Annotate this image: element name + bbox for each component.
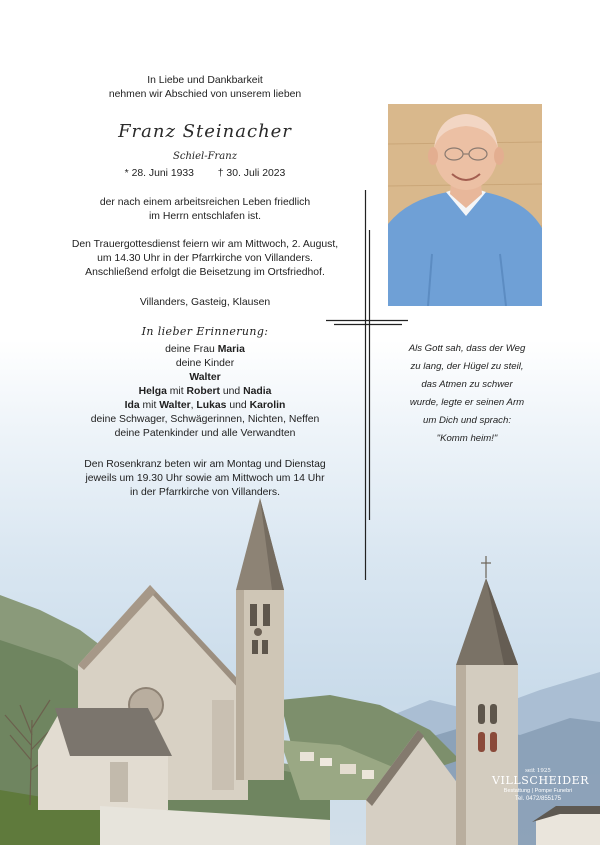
family-block xyxy=(60,343,350,441)
logo-brand: VILLSCHEIDER xyxy=(492,774,590,787)
funeral-line: Anschließend erfolgt die Beisetzung im Ortsfriedhof. xyxy=(85,267,325,278)
intro-block xyxy=(60,74,350,102)
family-name: Helga xyxy=(138,386,167,397)
family-name: Ida xyxy=(124,400,140,411)
family-line-child xyxy=(60,399,350,413)
poem-line: "Komm heim!" xyxy=(436,433,498,444)
rosary-line: in der Pfarrkirche von Villanders. xyxy=(130,487,280,498)
poem-line: um Dich und sprach: xyxy=(423,415,511,426)
family-name: Walter xyxy=(159,400,191,411)
birth-date: * 28. Juni 1933 xyxy=(124,168,194,179)
passing-block xyxy=(60,196,350,224)
family-text: und xyxy=(219,386,244,397)
poem-block xyxy=(392,340,542,448)
portrait-photo xyxy=(388,104,542,306)
funeral-block xyxy=(60,238,350,280)
funeral-line: um 14.30 Uhr in der Pfarrkirche von Villanders. xyxy=(97,253,313,264)
family-name: Maria xyxy=(217,344,245,355)
intro-line: nehmen wir Abschied von unserem lieben xyxy=(108,89,302,100)
logo-since: seit 1925 xyxy=(525,768,551,774)
deceased-name: Franz Steinacher xyxy=(118,121,292,142)
family-text: , xyxy=(190,400,197,411)
poem-line: Als Gott sah, dass der Weg xyxy=(408,343,526,354)
life-dates xyxy=(60,167,350,181)
family-line-child xyxy=(60,371,350,385)
family-name: Lukas xyxy=(196,400,227,411)
death-date: † 30. Juli 2023 xyxy=(217,168,286,179)
places-line: Villanders, Gasteig, Klausen xyxy=(139,297,271,308)
undertaker-logo xyxy=(492,768,590,803)
deceased-nickname: Schiel-Franz xyxy=(173,151,237,162)
family-name: Karolin xyxy=(249,400,286,411)
family-name: Robert xyxy=(186,386,220,397)
family-line-child xyxy=(60,385,350,399)
rosary-block xyxy=(60,458,350,500)
family-name: Walter xyxy=(189,372,221,383)
family-line-wife xyxy=(60,343,350,357)
family-line-relatives: deine Schwager, Schwägerinnen, Nichten, Neffen xyxy=(90,414,320,425)
remembrance-heading: In lieber Erinnerung: xyxy=(141,325,269,338)
rosary-line: Den Rosenkranz beten wir am Montag und Dienstag xyxy=(84,459,326,470)
family-line-children: deine Kinder xyxy=(175,358,235,369)
passing-line: der nach einem arbeitsreichen Leben friedlich xyxy=(99,197,311,208)
logo-phone: Tel. 0472/855175 xyxy=(514,796,562,802)
poem-line: das Atmen zu schwer xyxy=(421,379,513,390)
rosary-line: jeweils um 19.30 Uhr sowie am Mittwoch um 14 Uhr xyxy=(85,473,325,484)
family-name: Nadia xyxy=(243,386,272,397)
family-text: deine Frau xyxy=(165,344,218,355)
family-text: mit xyxy=(139,400,160,411)
poem-line: zu lang, der Hügel zu steil, xyxy=(410,361,524,372)
passing-line: im Herrn entschlafen ist. xyxy=(148,211,262,222)
poem-line: wurde, legte er seinen Arm xyxy=(409,397,525,408)
logo-subtitle: Bestattung | Pompe Funebri xyxy=(503,788,573,794)
family-text: mit xyxy=(166,386,187,397)
family-line-relatives: deine Patenkinder und alle Verwandten xyxy=(114,428,296,439)
intro-line: In Liebe und Dankbarkeit xyxy=(147,75,263,86)
funeral-line: Den Trauergottesdienst feiern wir am Mittwoch, 2. August, xyxy=(71,239,339,250)
family-text: und xyxy=(226,400,250,411)
